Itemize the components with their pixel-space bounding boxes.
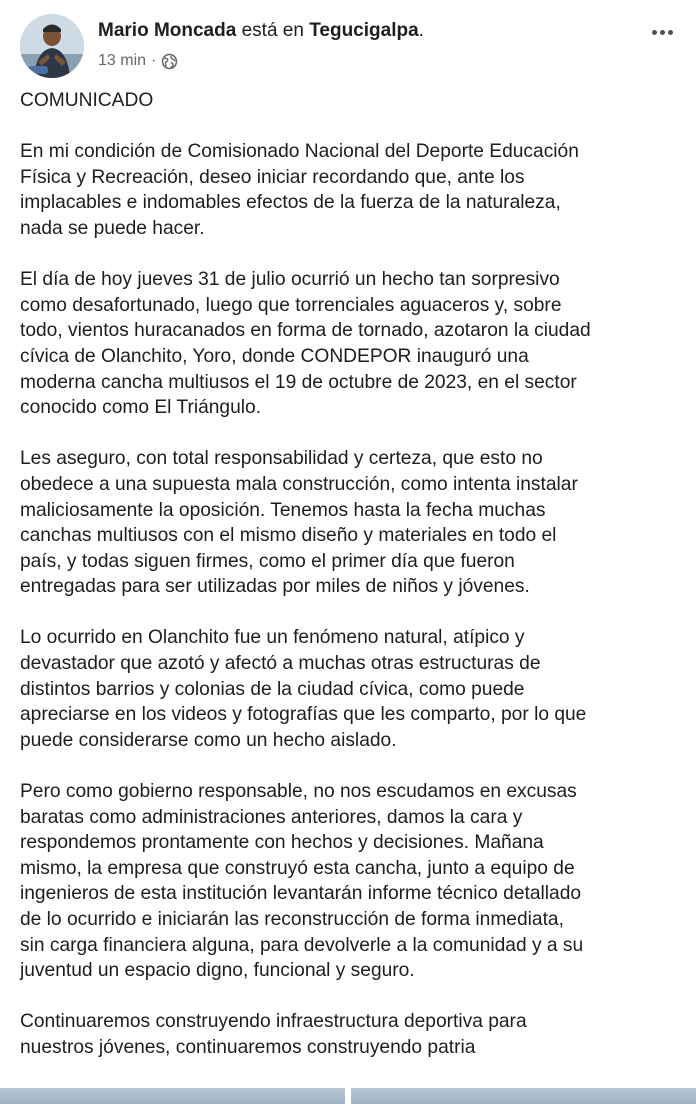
attached-photo[interactable] [0,1088,345,1104]
post-paragraph: El día de hoy jueves 31 de julio ocurrió un hecho tan sorpresivo como desafortunado, luego que torrenciales aguaceros y, sobre todo, vientos huracanados en forma de tornado, azotaron la ciudad cívica de Olanchito, Yoro, donde CONDEPOR inauguró una moderna cancha multiusos el 19 de octubre de 2023, en el sector conocido como El Triángulo. [20,269,591,419]
post-timestamp[interactable]: 13 min [98,52,147,69]
attached-photos [0,1088,696,1104]
attached-photo[interactable] [351,1088,696,1104]
location-period: . [418,20,424,41]
author-line [98,20,424,42]
post-paragraph: Les aseguro, con total responsabilidad y certeza, que esto no obedece a una supuesta mala construcción, como intenta instalar maliciosamente la oposición. Tenemos hasta la fecha muchas canchas multiusos con el mismo diseño y materiales en todo el país, y todas siguen firmes, como el primer día que fueron entregadas para ser utilizadas por miles de niños y jóvenes. [20,448,578,598]
author-name[interactable]: Mario Moncada [98,20,237,41]
location-name[interactable]: Tegucigalpa [309,20,419,41]
avatar-photo [20,14,84,78]
post-body [20,88,684,1061]
globe-icon[interactable] [161,53,178,70]
post-paragraph: Pero como gobierno responsable, no nos escudamos en excusas baratas como administraciones anteriores, damos la cara y respondemos prontamente con hechos y decisiones. Mañana mismo, la empresa que construyó esta cancha, junto a equipo de ingenieros de esta institución levantarán informe técnico detallado de lo ocurrido e iniciarán las reconstrucción de forma inmediata, sin carga financiera alguna, para devolverle a la comunidad y a su juventud un espacio digno, funcional y seguro. [20,781,584,982]
post-paragraph: En mi condición de Comisionado Nacional del Deporte Educación Física y Recreación, deseo iniciar recordando que, ante los implacables e indomables efectos de la fuerza de la naturaleza, nada se puede hacer. [20,141,579,239]
more-dot [668,30,673,35]
post-paragraph: Continuaremos construyendo infraestructura deportiva para nuestros jóvenes, continuaremos construyendo patria [20,1011,527,1058]
more-dot [660,30,665,35]
more-options-icon[interactable] [644,20,680,44]
meta-separator: · [151,52,157,69]
location-connector: está en [241,20,304,41]
avatar[interactable] [20,14,84,78]
post-paragraph-title: COMUNICADO [20,90,154,111]
post-paragraph: Lo ocurrido en Olanchito fue un fenómeno natural, atípico y devastador que azotó y afectó a muchas otras estructuras de distintos barrios y colonias de la ciudad cívica, como puede apreciarse en los videos y fotografías que les comparto, por lo que puede considerarse como un hecho aislado. [20,627,587,751]
more-dot [652,30,657,35]
post-meta [98,52,178,70]
post-header [20,14,680,78]
